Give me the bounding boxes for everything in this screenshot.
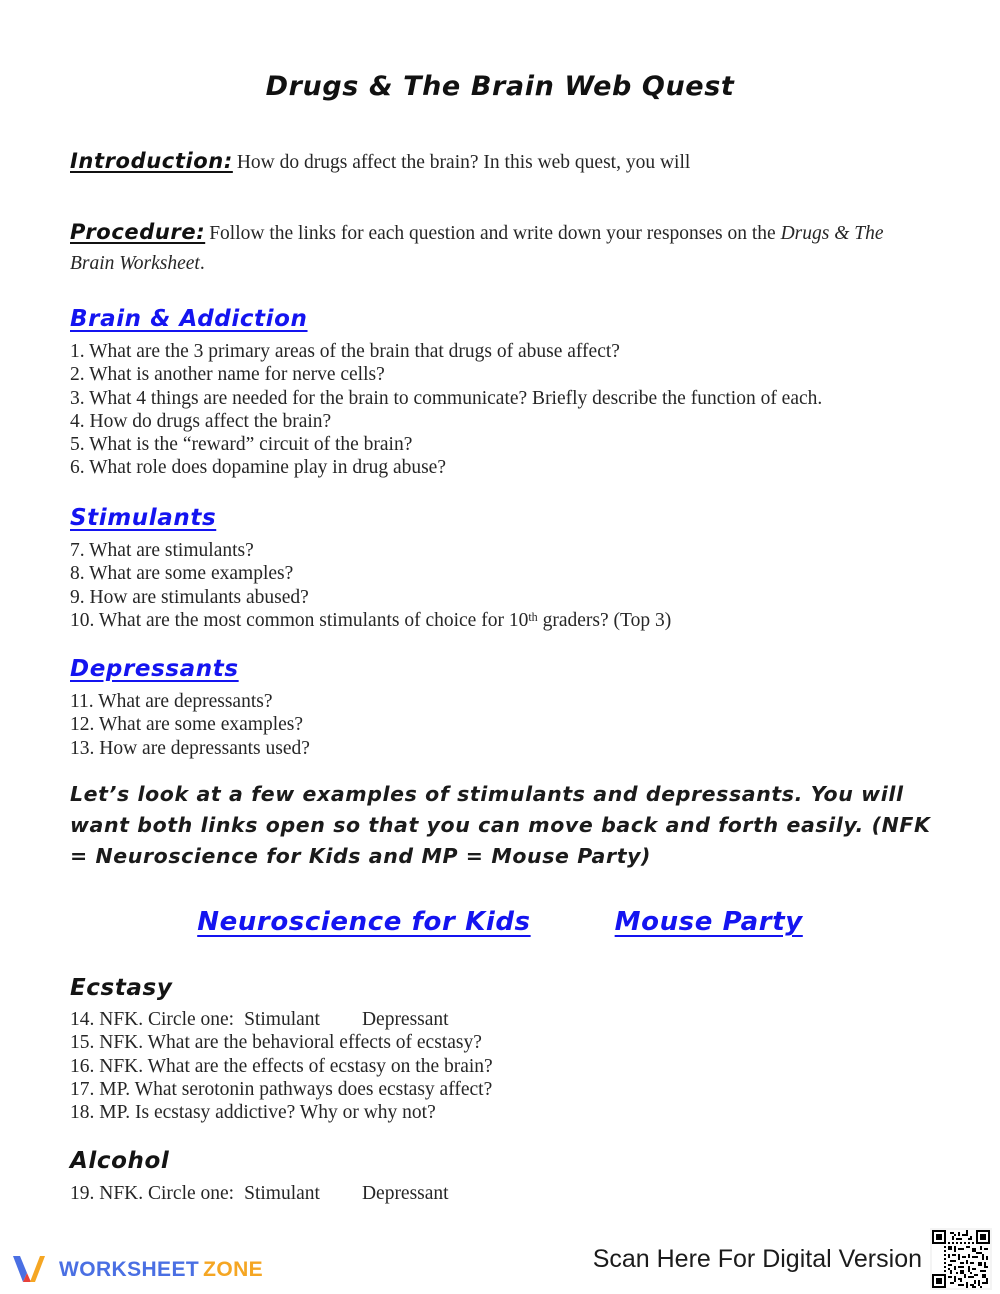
- worksheet-zone-w-icon: [10, 1252, 50, 1288]
- question-item: 18. MP. Is ecstasy addictive? Why or why not?: [70, 1102, 436, 1124]
- question-item: 3. What 4 things are needed for the brain to communicate? Briefly describe the function of each.: [70, 387, 823, 409]
- circle-option-stimulant[interactable]: Stimulant: [244, 1183, 320, 1204]
- question-item: 16. NFK. What are the effects of ecstasy on the brain?: [70, 1055, 493, 1077]
- question-item: 8. What are some examples?: [70, 563, 294, 585]
- question-item: 11. What are depressants?: [70, 691, 273, 712]
- question-item: 4. How do drugs affect the brain?: [70, 410, 332, 432]
- question-list-brain-addiction: [70, 340, 950, 480]
- question-list-ecstasy: [70, 1008, 950, 1124]
- section-link-stimulants[interactable]: Stimulants: [70, 505, 217, 531]
- sub-heading-alcohol: Alcohol: [70, 1148, 170, 1174]
- question-item-10: [70, 609, 950, 632]
- circle-option-depressant[interactable]: Depressant: [361, 1009, 449, 1030]
- question-item: 6. What role does dopamine play in drug abuse?: [70, 457, 446, 479]
- introduction-text: How do drugs affect the brain? In this web quest, you will: [236, 152, 691, 173]
- circle-one-prefix: 14. NFK. Circle one:: [70, 1009, 235, 1030]
- question-10-before: 10. What are the most common stimulants of choice for 10: [70, 609, 529, 631]
- question-item: 2. What is another name for nerve cells?: [70, 364, 385, 386]
- worksheet-zone-logo[interactable]: [10, 1252, 263, 1288]
- question-list-stimulants: [70, 539, 950, 632]
- introduction-paragraph: [70, 146, 932, 178]
- question-item: 13. How are depressants used?: [70, 737, 310, 759]
- procedure-paragraph: [70, 217, 932, 279]
- question-10-superscript: th: [528, 609, 538, 624]
- question-item: 1. What are the 3 primary areas of the brain that drugs of abuse affect?: [70, 341, 620, 362]
- question-list-alcohol: [70, 1182, 950, 1205]
- question-item: 12. What are some examples?: [70, 714, 304, 736]
- introduction-label: Introduction:: [70, 149, 233, 173]
- question-item: 9. How are stimulants abused?: [70, 586, 309, 608]
- procedure-text-after: .: [199, 253, 205, 274]
- question-item: 15. NFK. What are the behavioral effects of ecstasy?: [70, 1032, 482, 1054]
- question-item: 17. MP. What serotonin pathways does ecstasy affect?: [70, 1078, 493, 1100]
- section-link-brain-addiction[interactable]: Brain & Addiction: [70, 306, 308, 332]
- procedure-text-before: Follow the links for each question and write down your responses on the: [209, 223, 781, 244]
- sub-heading-ecstasy: Ecstasy: [70, 975, 173, 1001]
- scan-for-digital-version: [593, 1228, 992, 1290]
- question-10-after: graders? (Top 3): [537, 609, 672, 631]
- question-item: 7. What are stimulants?: [70, 540, 254, 561]
- resource-link-mouse-party[interactable]: Mouse Party: [614, 907, 803, 937]
- note-paragraph: Let’s look at a few examples of stimulants and depressants. You will want both links open so that you can move back and forth easily. (NFK = Neuroscience for Kids and MP = Mouse Party): [70, 782, 931, 868]
- resource-link-neuroscience-for-kids[interactable]: Neuroscience for Kids: [197, 907, 531, 937]
- question-item: 5. What is the “reward” circuit of the brain?: [70, 434, 413, 456]
- circle-one-prefix: 19. NFK. Circle one:: [70, 1183, 235, 1204]
- section-link-depressants[interactable]: Depressants: [70, 656, 239, 682]
- procedure-worksheet-title: Drugs & The Brain Worksheet: [70, 223, 884, 274]
- question-item-circle-one-ecstasy: [70, 1008, 950, 1031]
- page-title: Drugs & The Brain Web Quest: [265, 71, 735, 102]
- circle-option-stimulant[interactable]: Stimulant: [244, 1009, 320, 1030]
- resource-link-row: [0, 905, 1000, 939]
- worksheet-zone-wordmark: [59, 1258, 263, 1282]
- brand-name-zone: ZONE: [203, 1258, 264, 1281]
- circle-option-depressant[interactable]: Depressant: [361, 1183, 449, 1204]
- scan-here-label: Scan Here For Digital Version: [592, 1244, 922, 1273]
- question-list-depressants: [70, 690, 950, 760]
- procedure-label: Procedure:: [70, 220, 206, 244]
- brand-name-worksheet: WORKSHEET: [59, 1258, 200, 1281]
- qr-code-icon[interactable]: [930, 1228, 992, 1290]
- question-item-circle-one-alcohol: [70, 1182, 950, 1205]
